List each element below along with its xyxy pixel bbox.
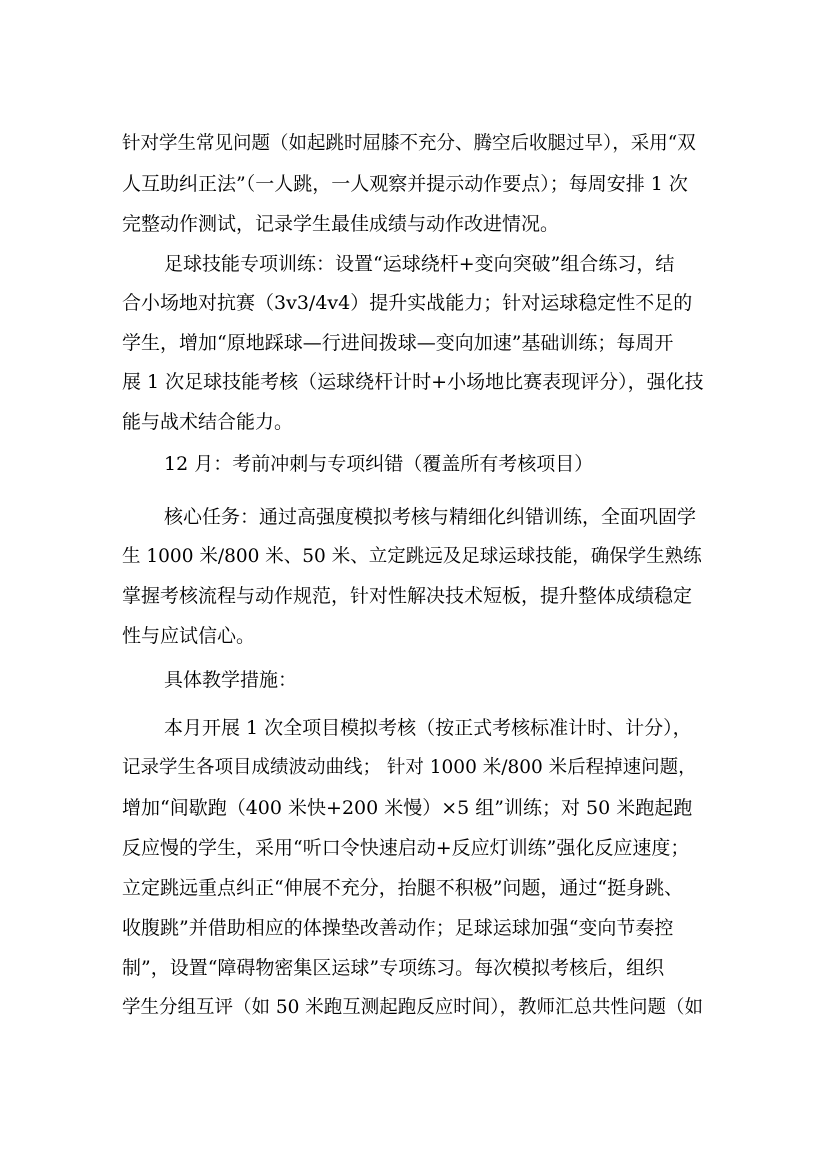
paragraph-line: 学生，增加“原地踩球—行进间拨球—变向加速”基础训练；每周开 <box>122 332 674 354</box>
paragraph-line: 掌握考核流程与动作规范，针对性解决技术短板，提升整体成绩稳定 <box>122 585 693 607</box>
paragraph-line: 学生分组互评（如 50 米跑互测起跑反应时间），教师汇总共性问题（如 <box>122 997 704 1018</box>
paragraph-line: 能与战术结合能力。 <box>122 411 294 433</box>
paragraph-line: 足球技能专项训练：设置“运球绕杆+变向突破”组合练习，结 <box>164 253 675 275</box>
paragraph-line: 本月开展 1 次全项目模拟考核（按正式考核标准计时、计分）， <box>164 717 692 739</box>
paragraph-line: 记录学生各项目成绩波动曲线； 针对 1000 米/800 米后程掉速问题， <box>122 757 697 778</box>
paragraph-line: 收腹跳”并借助相应的体操垫改善动作；足球运球加强“变向节奏控 <box>122 917 674 939</box>
paragraph-line: 性与应试信心。 <box>122 625 256 647</box>
paragraph-line: 完整动作测试，记录学生最佳成绩与动作改进情况。 <box>122 213 560 235</box>
section-heading: 12 月：考前冲刺与专项纠错（覆盖所有考核项目） <box>164 453 594 475</box>
paragraph-line: 展 1 次足球技能考核（运球绕杆计时+小场地比赛表现评分），强化技 <box>122 371 704 393</box>
paragraph-line: 人互助纠正法”（一人跳，一人观察并提示动作要点）；每周安排 1 次 <box>122 173 688 195</box>
paragraph-line: 具体教学措施： <box>164 669 298 691</box>
paragraph-line: 核心任务：通过高强度模拟考核与精细化纠错训练，全面巩固学 <box>164 506 697 528</box>
paragraph-line: 制”，设置“障碍物密集区运球”专项练习。每次模拟考核后，组织 <box>122 957 665 979</box>
paragraph-line: 针对学生常见问题（如起跳时屈膝不充分、腾空后收腿过早），采用“双 <box>122 133 696 154</box>
paragraph-line: 合小场地对抗赛（3v3/4v4）提升实战能力；针对运球稳定性不足的 <box>122 292 693 314</box>
paragraph-line: 生 1000 米/800 米、50 米、立定跳远及足球运球技能，确保学生熟练 <box>122 546 702 567</box>
paragraph-line: 反应慢的学生，采用“听口令快速启动+反应灯训练”强化反应速度； <box>122 837 690 859</box>
paragraph-line: 增加“间歇跑（400 米快+200 米慢）×5 组”训练；对 50 米跑起跑 <box>122 797 693 819</box>
paragraph-line: 立定跳远重点纠正“伸展不充分，抬腿不积极”问题，通过“挺身跳、 <box>122 877 684 899</box>
